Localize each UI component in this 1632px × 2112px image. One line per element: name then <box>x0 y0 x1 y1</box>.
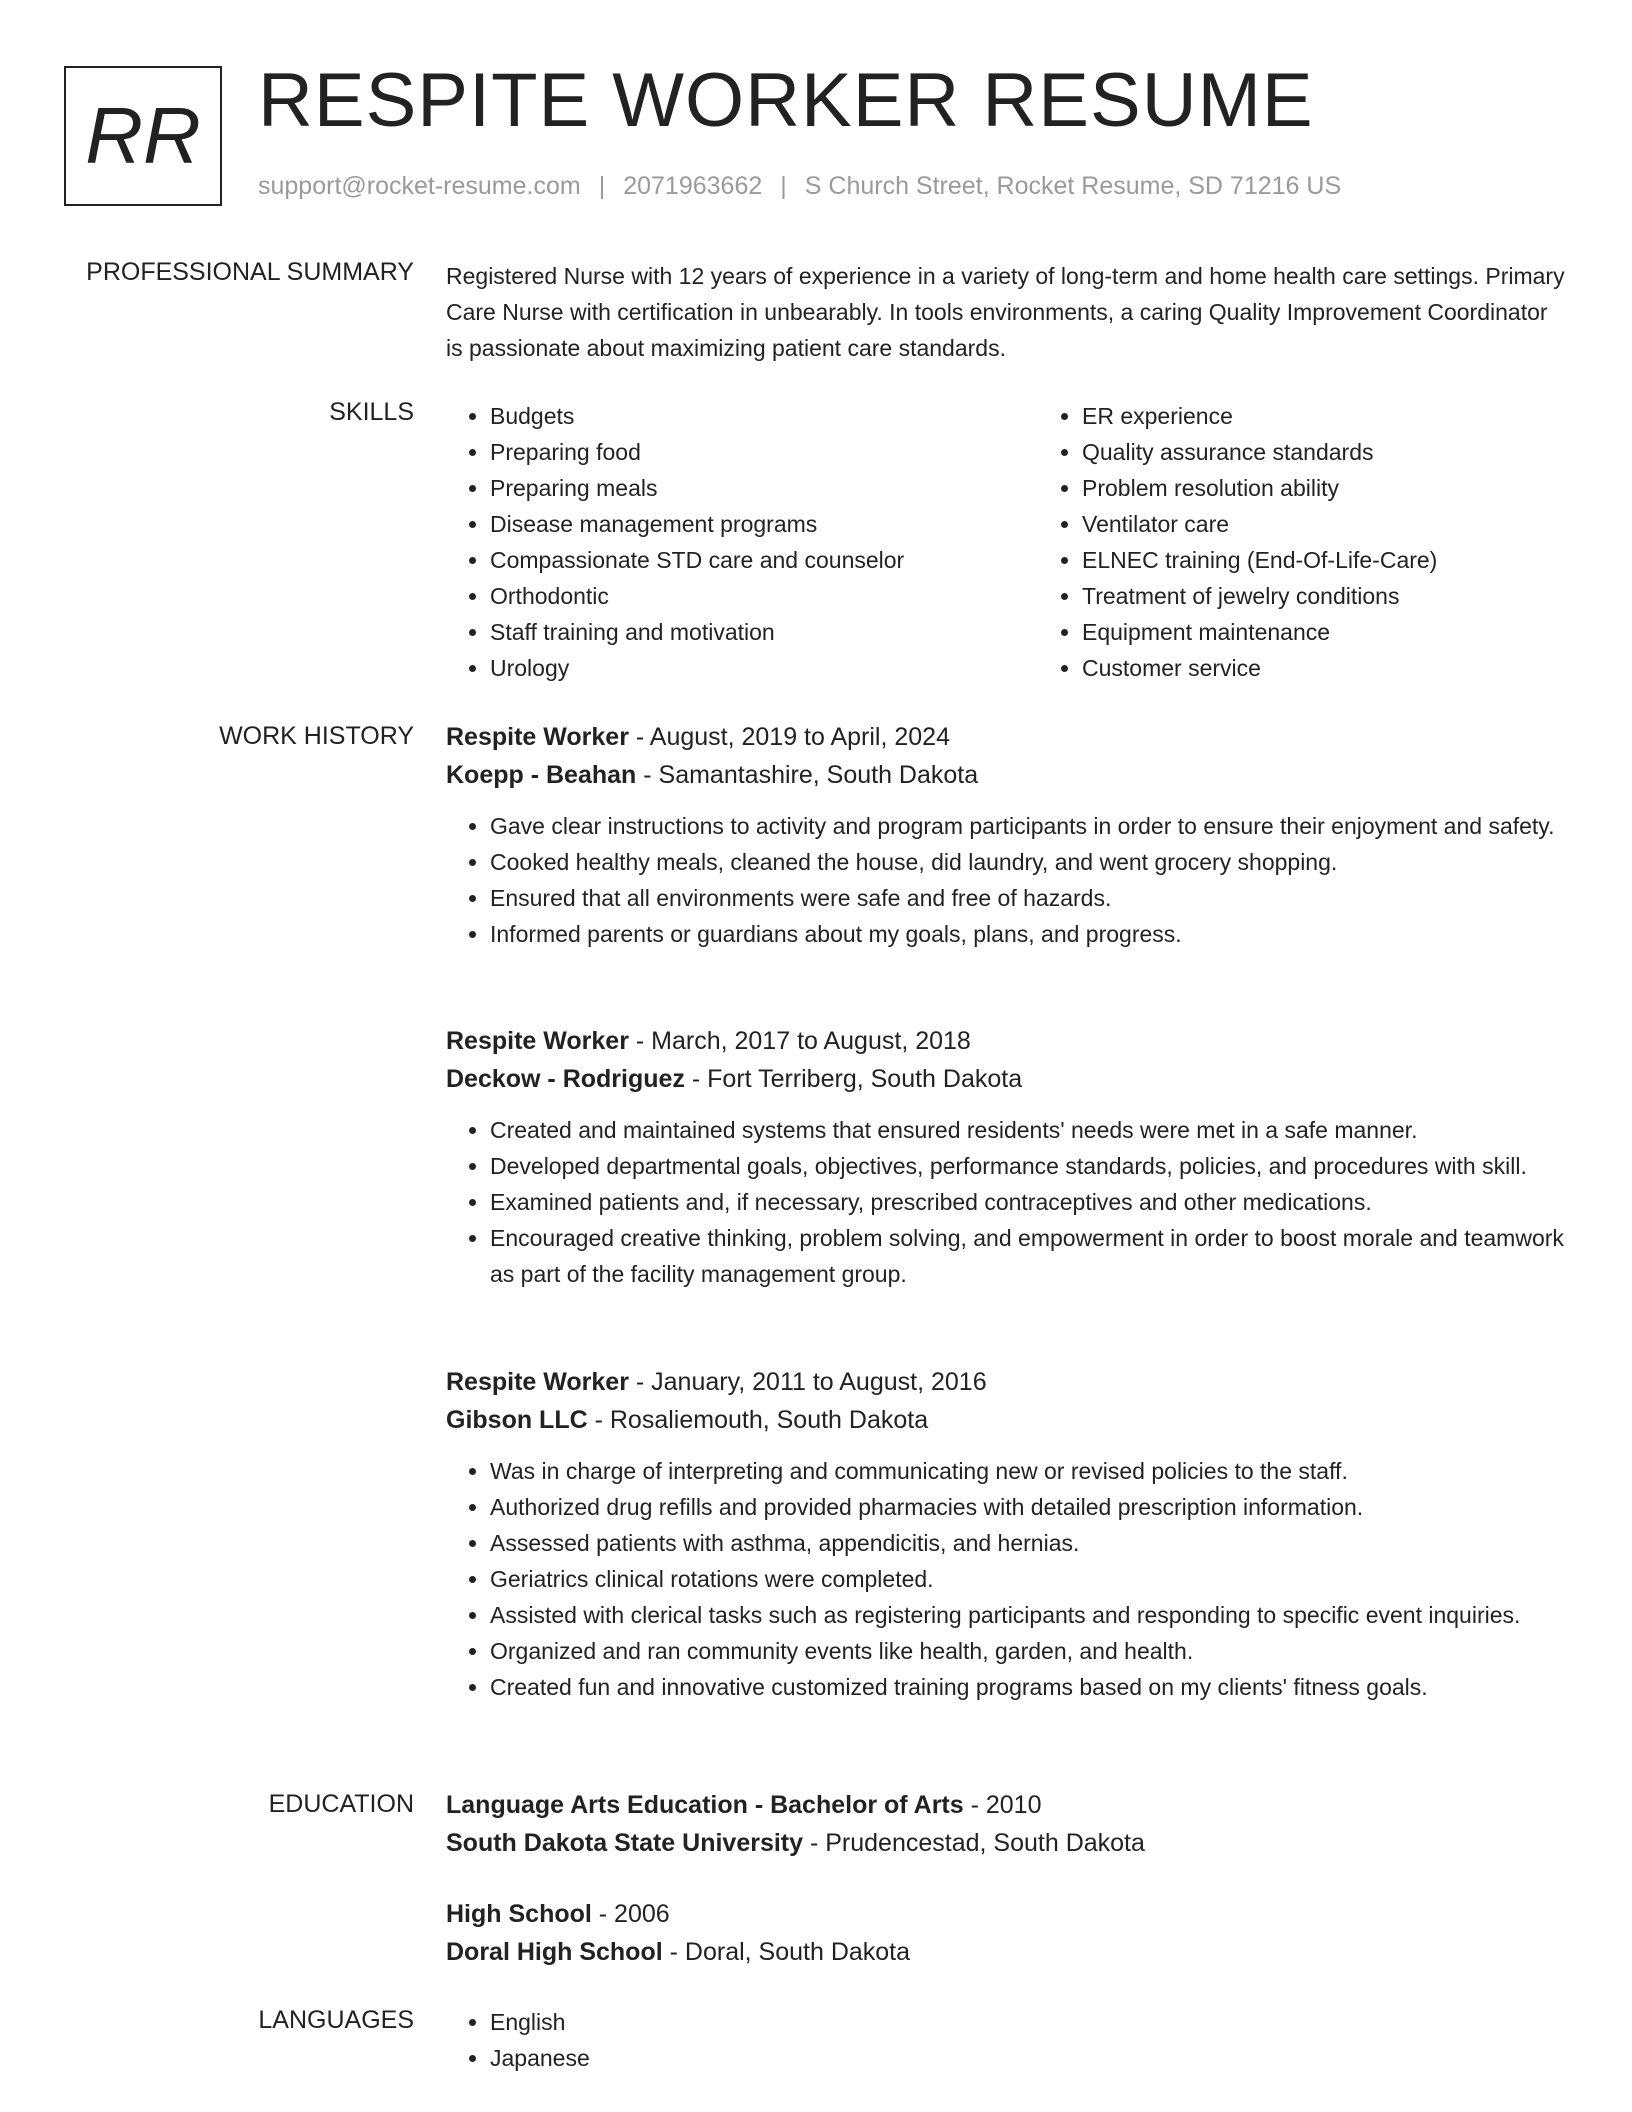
skill-item: • Quality assurance standards <box>1082 434 1630 470</box>
job-bullet: • Gave clear instructions to activity and program participants in order to ensure their enjoyment and safety. <box>490 808 1566 844</box>
job-location: - Samantashire, South Dakota <box>636 761 979 789</box>
education-location: - Prudencestad, South Dakota <box>803 1829 1145 1857</box>
job-title: Respite Worker <box>446 723 629 751</box>
skill-item: • Preparing meals <box>490 470 1038 506</box>
section-label-work: WORK HISTORY <box>219 722 414 750</box>
job-company: Deckow - Rodriguez <box>446 1065 685 1093</box>
job-title-line <box>446 718 1566 756</box>
education-year: - 2010 <box>963 1791 1042 1819</box>
skill-item: • Disease management programs <box>490 506 1038 542</box>
contact-line <box>258 172 1341 201</box>
skill-item: • Compassionate STD care and counselor <box>490 542 1038 578</box>
job-location: - Rosaliemouth, South Dakota <box>587 1406 929 1434</box>
education-school-line <box>446 1824 1566 1862</box>
education-school: South Dakota State University <box>446 1829 804 1857</box>
job-bullet: • Organized and ran community events like health, garden, and health. <box>490 1633 1566 1669</box>
job-bullet: • Assisted with clerical tasks such as registering participants and responding to specific event inquiries. <box>490 1597 1566 1633</box>
languages-bullets <box>446 2004 590 2076</box>
section-label-education: EDUCATION <box>268 1790 414 1818</box>
monogram-logo <box>64 66 222 206</box>
language-item: • English <box>490 2004 590 2040</box>
skill-item: • Ventilator care <box>1082 506 1630 542</box>
job-company: Gibson LLC <box>446 1406 588 1434</box>
job-title-line <box>446 1363 1566 1401</box>
skill-item: • Budgets <box>490 398 1038 434</box>
skills-column-right <box>1038 398 1630 686</box>
contact-separator: | <box>598 172 606 200</box>
education-entry <box>446 1786 1566 1862</box>
contact-email[interactable]: support@rocket-resume.com <box>258 172 581 200</box>
education-degree: Language Arts Education - Bachelor of Arts <box>446 1791 964 1819</box>
job-bullet: • Was in charge of interpreting and communicating new or revised policies to the staff. <box>490 1453 1566 1489</box>
job-bullet: • Cooked healthy meals, cleaned the house, did laundry, and went grocery shopping. <box>490 844 1566 880</box>
job-title: Respite Worker <box>446 1027 629 1055</box>
job-entry <box>446 1363 1566 1705</box>
job-bullet: • Created fun and innovative customized training programs based on my clients' fitness goals. <box>490 1669 1566 1705</box>
section-label-skills: SKILLS <box>329 398 414 426</box>
job-company: Koepp - Beahan <box>446 761 637 789</box>
job-entry <box>446 1022 1566 1292</box>
job-bullet: • Informed parents or guardians about my goals, plans, and progress. <box>490 916 1566 952</box>
skill-item: • Problem resolution ability <box>1082 470 1630 506</box>
skill-item: • ER experience <box>1082 398 1630 434</box>
job-dates: - March, 2017 to August, 2018 <box>628 1027 971 1055</box>
education-school: Doral High School <box>446 1938 663 1966</box>
page-title: RESPITE WORKER RESUME <box>258 58 1314 143</box>
skill-item: • Urology <box>490 650 1038 686</box>
summary-text: Registered Nurse with 12 years of experience in a variety of long-term and home health care settings. Primary Care Nurse with certification in unbearably. In tools environments, a caring Quality Improvement Coordinator is passionate about maximizing patient care standards. <box>446 263 1565 361</box>
skill-item: • Staff training and motivation <box>490 614 1038 650</box>
job-bullet: • Created and maintained systems that ensured residents' needs were met in a safe manner. <box>490 1112 1566 1148</box>
section-label-languages: LANGUAGES <box>258 2006 414 2034</box>
education-degree: High School <box>446 1900 592 1928</box>
skill-item: • Customer service <box>1082 650 1630 686</box>
education-entry <box>446 1895 1566 1971</box>
skill-item: • Orthodontic <box>490 578 1038 614</box>
contact-phone[interactable]: 2071963662 <box>623 172 763 200</box>
education-school-line <box>446 1933 1566 1971</box>
job-title-line <box>446 1022 1566 1060</box>
skill-item: • ELNEC training (End-Of-Life-Care) <box>1082 542 1630 578</box>
job-bullet: • Assessed patients with asthma, appendicitis, and hernias. <box>490 1525 1566 1561</box>
job-bullet: • Geriatrics clinical rotations were completed. <box>490 1561 1566 1597</box>
job-location: - Fort Terriberg, South Dakota <box>684 1065 1023 1093</box>
skill-item: • Preparing food <box>490 434 1038 470</box>
job-title: Respite Worker <box>446 1368 629 1396</box>
job-bullets <box>446 1453 1566 1705</box>
education-year: - 2006 <box>591 1900 670 1928</box>
languages-list <box>446 2004 590 2076</box>
job-dates: - August, 2019 to April, 2024 <box>628 723 950 751</box>
job-bullets <box>446 1112 1566 1292</box>
job-bullet: • Examined patients and, if necessary, prescribed contraceptives and other medications. <box>490 1184 1566 1220</box>
monogram-text: RR <box>85 91 201 180</box>
job-dates: - January, 2011 to August, 2016 <box>628 1368 987 1396</box>
job-entry <box>446 718 1566 952</box>
job-company-line <box>446 756 1566 794</box>
job-bullet: • Encouraged creative thinking, problem solving, and empowerment in order to boost morale and teamwork as part of the facility management group. <box>490 1220 1566 1292</box>
job-company-line <box>446 1060 1566 1098</box>
skill-item: • Treatment of jewelry conditions <box>1082 578 1630 614</box>
skill-item: • Equipment maintenance <box>1082 614 1630 650</box>
education-degree-line <box>446 1786 1566 1824</box>
education-degree-line <box>446 1895 1566 1933</box>
job-company-line <box>446 1401 1566 1439</box>
education-location: - Doral, South Dakota <box>662 1938 911 1966</box>
skills-column-left <box>446 398 1038 686</box>
job-bullets <box>446 808 1566 952</box>
job-bullet: • Ensured that all environments were safe and free of hazards. <box>490 880 1566 916</box>
job-bullet: • Authorized drug refills and provided pharmacies with detailed prescription information. <box>490 1489 1566 1525</box>
contact-separator: | <box>780 172 787 200</box>
skills-list <box>446 398 1630 686</box>
language-item: • Japanese <box>490 2040 590 2076</box>
section-label-summary: PROFESSIONAL SUMMARY <box>86 258 414 286</box>
job-bullet: • Developed departmental goals, objectives, performance standards, policies, and procedures with skill. <box>490 1148 1566 1184</box>
contact-address: S Church Street, Rocket Resume, SD 71216 US <box>804 172 1342 200</box>
